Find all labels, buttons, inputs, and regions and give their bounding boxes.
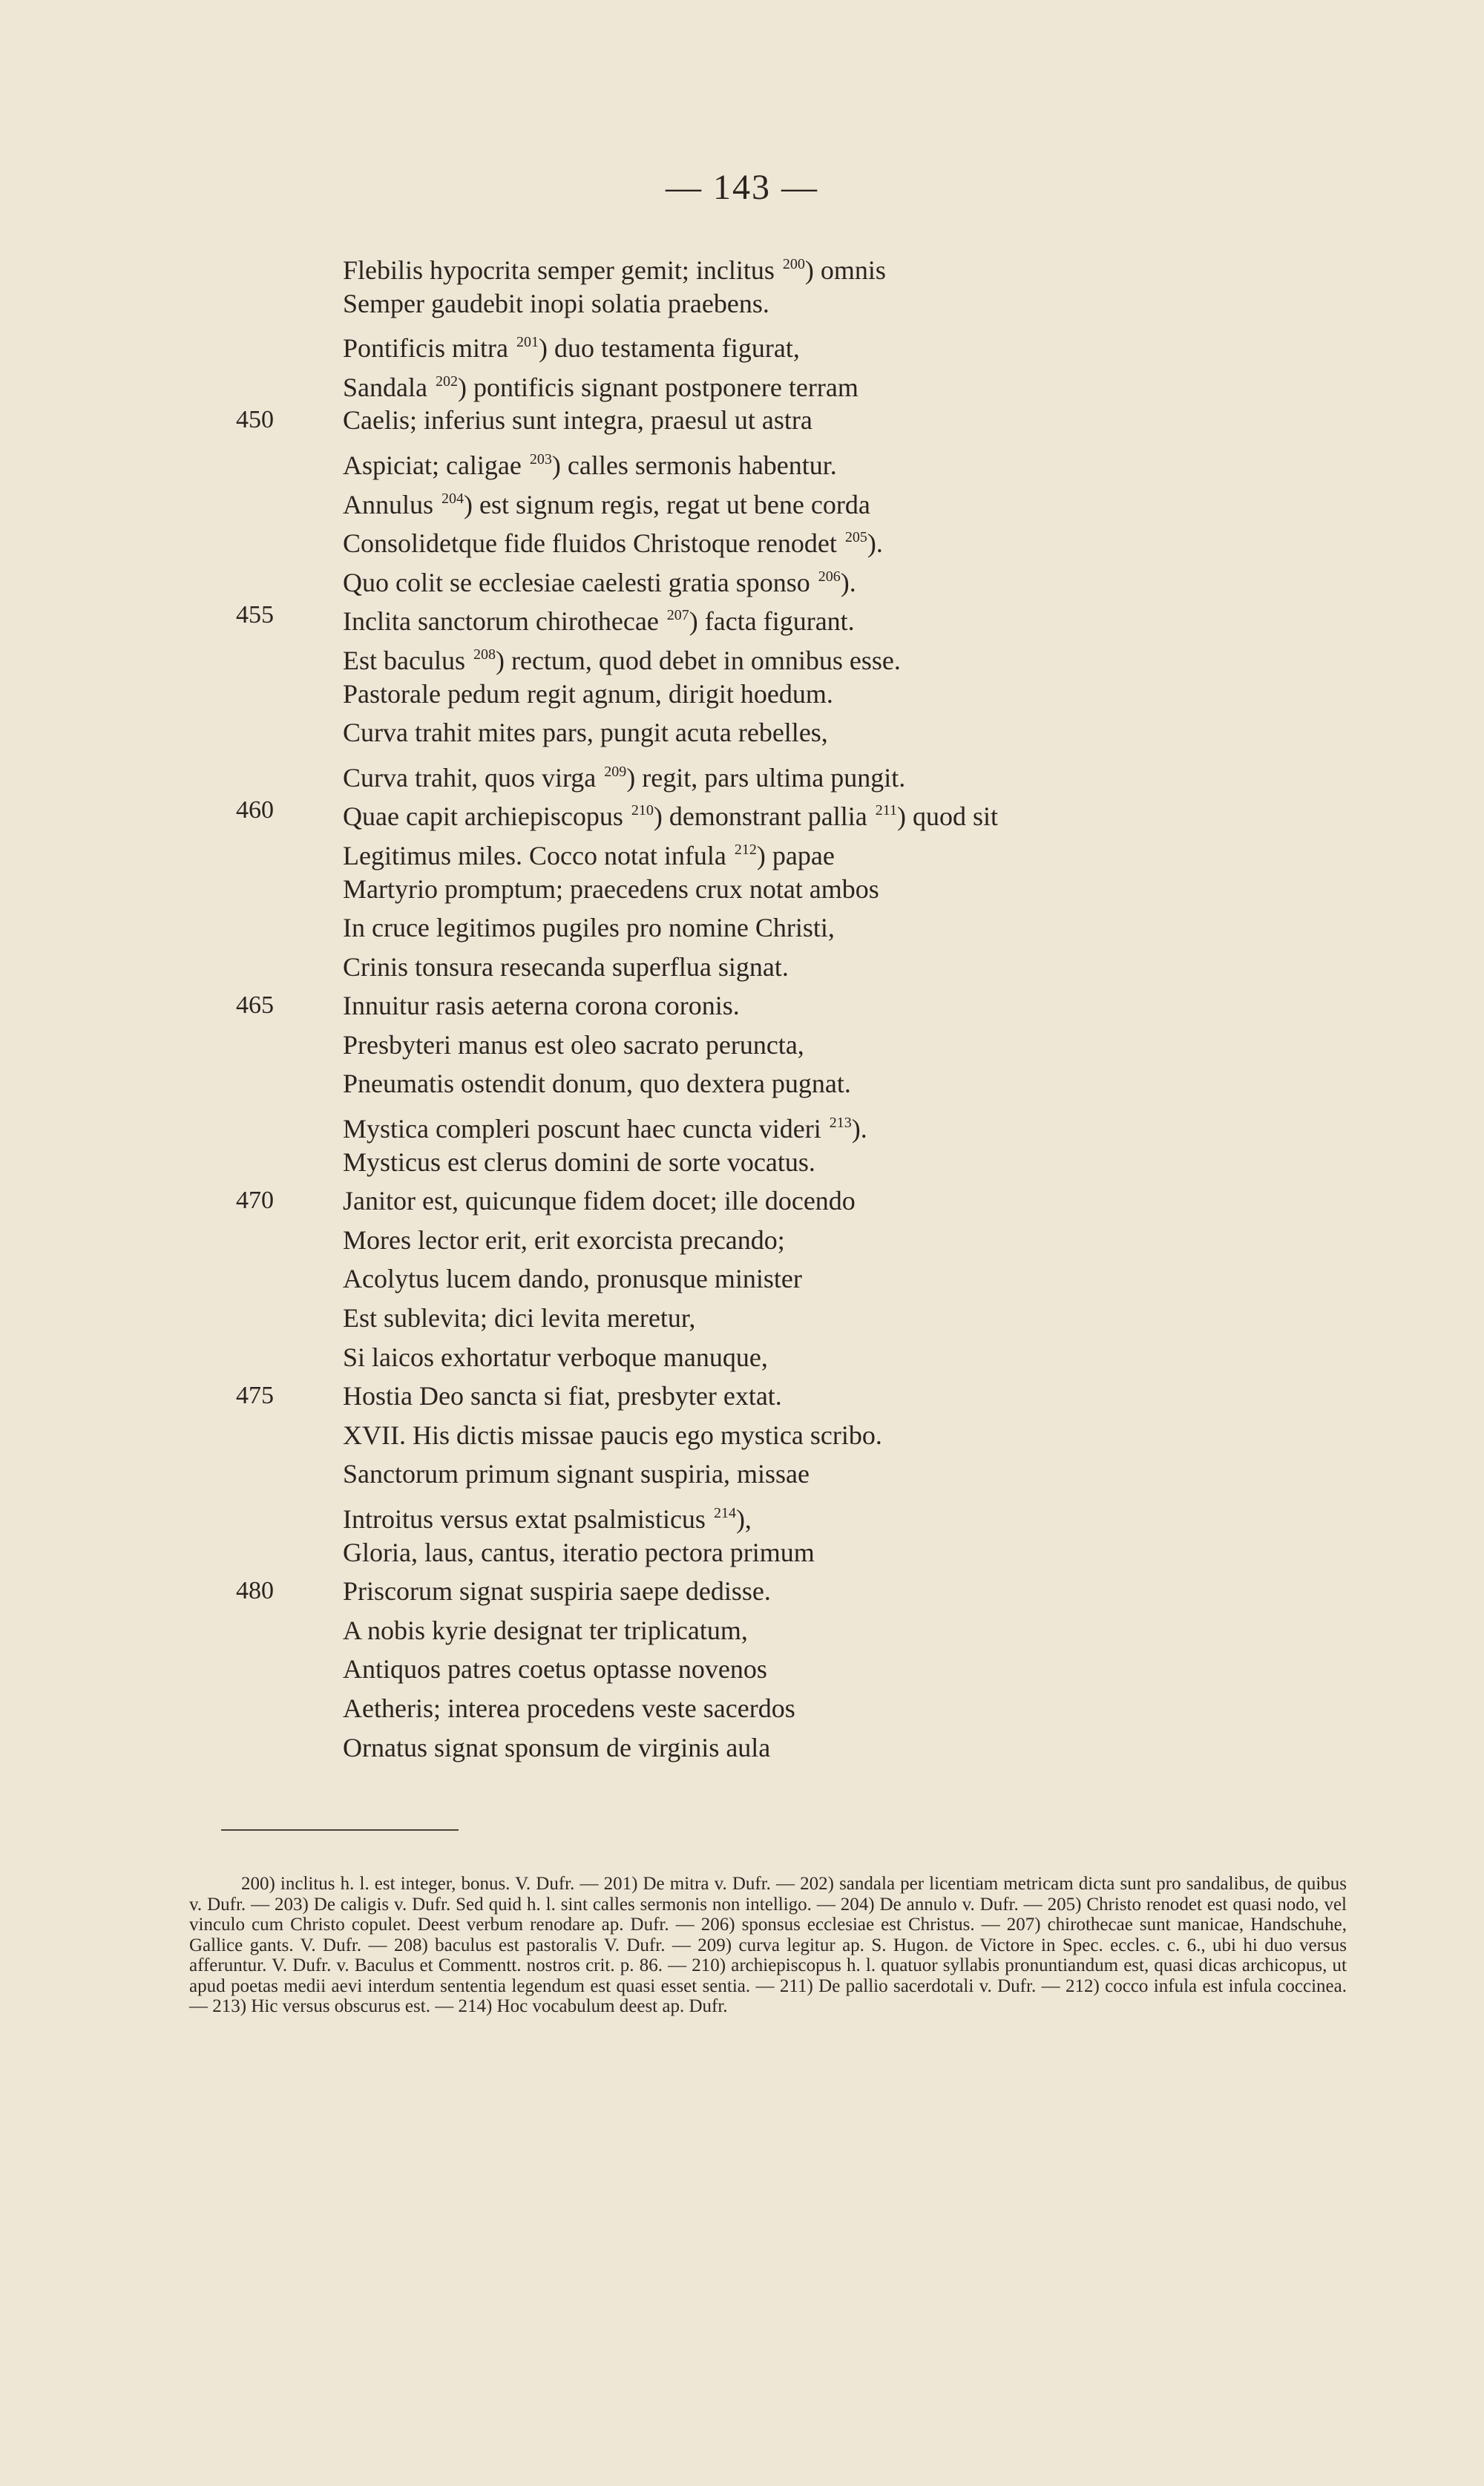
line-segment: Aetheris; interea procedens veste sacerdos [343, 1693, 795, 1723]
line-segment: ) demonstrant pallia [653, 801, 874, 832]
poem-text [0, 245, 1484, 1767]
poem-line [0, 1494, 1484, 1533]
poem-line [0, 791, 1484, 830]
footnote-ref: 202 [435, 373, 458, 390]
poem-line [0, 1572, 1484, 1611]
line-segment: Antiquos patres coetus optasse novenos [343, 1654, 767, 1685]
line-segment: ). [867, 528, 883, 559]
footnote-ref: 211 [875, 802, 898, 819]
line-text [343, 440, 837, 485]
line-segment: Sandala [343, 372, 434, 402]
poem-line [0, 1377, 1484, 1416]
line-text [343, 1572, 771, 1611]
line-segment: Mystica compleri poscunt haec cuncta videri [343, 1114, 828, 1144]
line-segment: Sanctorum primum signant suspiria, missae [343, 1459, 810, 1489]
line-text [343, 986, 740, 1026]
poem-line [0, 1143, 1484, 1182]
line-segment: ). [851, 1114, 867, 1144]
poem-line [0, 870, 1484, 909]
line-text [343, 635, 901, 680]
line-number: 450 [236, 406, 274, 434]
poem-line [0, 401, 1484, 440]
line-text [343, 791, 998, 836]
line-text [343, 1416, 882, 1455]
poem-line [0, 1650, 1484, 1689]
line-number: 470 [236, 1187, 274, 1215]
poem-line [0, 479, 1484, 519]
line-text [343, 518, 883, 563]
poem-line [0, 948, 1484, 987]
line-text [343, 948, 789, 987]
line-segment: Pneumatis ostendit donum, quo dextera pugnat. [343, 1069, 851, 1099]
line-segment: Priscorum signat suspiria saepe dedisse. [343, 1576, 771, 1607]
footnote-ref: 214 [713, 1505, 736, 1521]
line-segment: Curva trahit, quos virga [343, 762, 603, 793]
footnote-ref: 207 [666, 607, 689, 624]
footnote-ref: 209 [604, 763, 627, 780]
poem-line [0, 675, 1484, 714]
line-segment: Aspiciat; caligae [343, 450, 528, 480]
line-text [343, 284, 769, 324]
footnote-rule [221, 1829, 459, 1831]
line-segment: Semper gaudebit inopi solatia praebens. [343, 288, 769, 318]
line-segment: Hostia Deo sancta si fiat, presbyter extat. [343, 1381, 782, 1411]
line-text [343, 1650, 767, 1689]
footnote-ref: 200 [782, 256, 805, 272]
line-segment: ) omnis [804, 255, 886, 285]
line-segment: Mores lector erit, erit exorcista precando; [343, 1224, 785, 1255]
page-number: — 143 — [666, 168, 818, 207]
line-number: 480 [236, 1577, 274, 1605]
line-text [343, 752, 905, 798]
line-text [343, 596, 855, 641]
line-segment: Innuitur rasis aeterna corona coronis. [343, 991, 740, 1021]
poem-line [0, 908, 1484, 948]
line-segment: Pastorale pedum regit agnum, dirigit hoedum. [343, 678, 833, 709]
poem-line [0, 1338, 1484, 1377]
poem-line [0, 1689, 1484, 1728]
line-segment: Quae capit archiepiscopus [343, 801, 630, 832]
line-text [343, 401, 812, 440]
line-text [343, 1689, 795, 1728]
poem-line [0, 635, 1484, 675]
line-segment: ) duo testamenta figurat, [538, 333, 800, 364]
line-segment: Si laicos exhortatur verboque manuque, [343, 1342, 768, 1372]
line-segment: ) facta figurant. [689, 606, 855, 637]
line-text [343, 1103, 867, 1149]
line-text [343, 323, 800, 368]
line-text [343, 1259, 802, 1299]
line-segment: Gloria, laus, cantus, iteratio pectora primum [343, 1537, 815, 1567]
line-text [343, 362, 858, 407]
poem-line [0, 713, 1484, 752]
line-segment: Inclita sanctorum chirothecae [343, 606, 666, 637]
line-segment: ) rectum, quod debet in omnibus esse. [495, 645, 901, 675]
poem-line [0, 1611, 1484, 1650]
line-text [343, 908, 835, 948]
poem-line [0, 1103, 1484, 1143]
line-segment: Presbyteri manus est oleo sacrato peruncta, [343, 1029, 804, 1060]
line-text [343, 1377, 782, 1416]
poem-line [0, 986, 1484, 1026]
line-segment: Introitus versus extat psalmisticus [343, 1504, 712, 1534]
line-segment: Consolidetque fide fluidos Christoque renodet [343, 528, 844, 559]
footnote-ref: 201 [516, 334, 539, 351]
footnote-ref: 212 [734, 841, 757, 858]
line-segment: ) quod sit [897, 801, 999, 832]
line-segment: Flebilis hypocrita semper gemit; inclitus [343, 255, 781, 285]
line-segment: Annulus [343, 489, 441, 519]
line-text [343, 675, 833, 714]
line-segment: ) calles sermonis habentur. [551, 450, 837, 480]
line-number: 460 [236, 796, 274, 824]
line-segment: ) est signum regis, regat ut bene corda [464, 489, 870, 519]
line-text [343, 1728, 770, 1768]
line-text [343, 479, 870, 525]
line-text [343, 713, 828, 752]
line-text [343, 245, 886, 290]
poem-line [0, 362, 1484, 401]
line-text [343, 870, 879, 909]
poem-line [0, 1221, 1484, 1260]
poem-line [0, 1064, 1484, 1103]
footnote-ref: 208 [473, 646, 496, 663]
line-segment: Est sublevita; dici levita meretur, [343, 1303, 696, 1334]
line-segment: Mysticus est clerus domini de sorte vocatus. [343, 1147, 815, 1177]
poem-line [0, 1181, 1484, 1221]
line-segment: ), [735, 1504, 752, 1534]
line-segment: In cruce legitimos pugiles pro nomine Christi, [343, 913, 835, 943]
line-text [343, 1181, 856, 1221]
line-segment: Curva trahit mites pars, pungit acuta rebelles, [343, 718, 828, 748]
line-segment: Quo colit se ecclesiae caelesti gratia sponso [343, 567, 817, 597]
line-segment: Pontificis mitra [343, 333, 515, 364]
line-text [343, 1026, 804, 1065]
line-segment: XVII. His dictis missae paucis ego mystica scribo. [343, 1420, 882, 1450]
poem-line [0, 1454, 1484, 1494]
line-segment: Crinis tonsura resecanda superflua signat. [343, 951, 789, 982]
footnote-ref: 210 [631, 802, 654, 819]
line-segment: Est baculus [343, 645, 472, 675]
line-text [343, 1494, 752, 1539]
footnote-text: 200) inclitus h. l. est integer, bonus. V. Dufr. — 201) De mitra v. Dufr. — 202) sandala per licentiam metricam dicta sunt pro sandalibus, de quibus v. Dufr. — 203) De caligis v. Dufr. Sed quid h. l. sint calles sermonis non intelligo. — 204) De annulo v. Dufr. — 205) Christo renodet est quasi nodo, vel vinculo cum Christo copulet. Deest verbum renodare ap. Dufr. — 206) sponsus ecclesiae est Christus. — 207) chirothecae sunt manicae, Handschuhe, Gallice gants. V. Dufr. — 208) baculus est pastoralis V. Dufr. — 209) curva legitur ap. S. Hugon. de Victore in Spec. eccles. c. 6., ubi hi duo versus afferuntur. V. Dufr. v. Baculus et Commentt. nostros crit. p. 86. — 210) archiepiscopus h. l. quatuor syllabis pronuntiandum est, quasi dicas archicopus, ut apud poetas medii aevi interdum sententia legendum est quasi esset sentia. — 211) De pallio sacerdotali v. Dufr. — 212) cocco infula est infula coccinea. — 213) Hic versus obscurus est. — 214) Hoc vocabulum deest ap. Dufr. [189, 1874, 1347, 2016]
line-text [343, 557, 856, 603]
line-number: 475 [236, 1382, 274, 1410]
line-segment: ). [840, 567, 856, 597]
footnote-ref: 205 [844, 529, 867, 546]
line-text [343, 1299, 695, 1338]
poem-line [0, 518, 1484, 557]
poem-line [0, 596, 1484, 635]
line-segment: Martyrio promptum; praecedens crux notat ambos [343, 873, 879, 904]
line-segment: ) regit, pars ultima pungit. [626, 762, 906, 793]
line-number: 455 [236, 601, 274, 629]
line-segment: Caelis; inferius sunt integra, praesul ut astra [343, 405, 812, 436]
footnote-ref: 206 [818, 568, 841, 585]
poem-line [0, 1299, 1484, 1338]
footnote-ref: 203 [529, 450, 552, 468]
line-text [343, 1338, 768, 1377]
poem-line [0, 440, 1484, 479]
line-segment: Acolytus lucem dando, pronusque minister [343, 1264, 802, 1294]
line-segment: Janitor est, quicunque fidem docet; ille docendo [343, 1186, 856, 1216]
line-text [343, 830, 835, 876]
line-text [343, 1064, 851, 1103]
poem-line [0, 1026, 1484, 1065]
poem-line [0, 752, 1484, 792]
poem-line [0, 1259, 1484, 1299]
line-text [343, 1143, 815, 1182]
poem-line [0, 1728, 1484, 1768]
footnotes [189, 1874, 1347, 2017]
line-number: 465 [236, 991, 274, 1020]
line-text [343, 1221, 785, 1260]
poem-line [0, 245, 1484, 284]
poem-line [0, 830, 1484, 870]
poem-line [0, 1416, 1484, 1455]
line-segment: A nobis kyrie designat ter triplicatum, [343, 1615, 748, 1645]
footnote-ref: 204 [441, 490, 464, 507]
line-text [343, 1533, 815, 1572]
poem-line [0, 557, 1484, 597]
line-text [343, 1454, 810, 1494]
line-segment: ) papae [756, 840, 835, 870]
footnote-ref: 213 [829, 1115, 852, 1132]
poem-line [0, 1533, 1484, 1572]
line-text [343, 1611, 748, 1650]
line-segment: ) pontificis signant postponere terram [457, 372, 858, 402]
line-segment: Legitimus miles. Cocco notat infula [343, 840, 733, 870]
poem-line [0, 284, 1484, 324]
poem-line [0, 323, 1484, 362]
line-segment: Ornatus signat sponsum de virginis aula [343, 1732, 771, 1762]
